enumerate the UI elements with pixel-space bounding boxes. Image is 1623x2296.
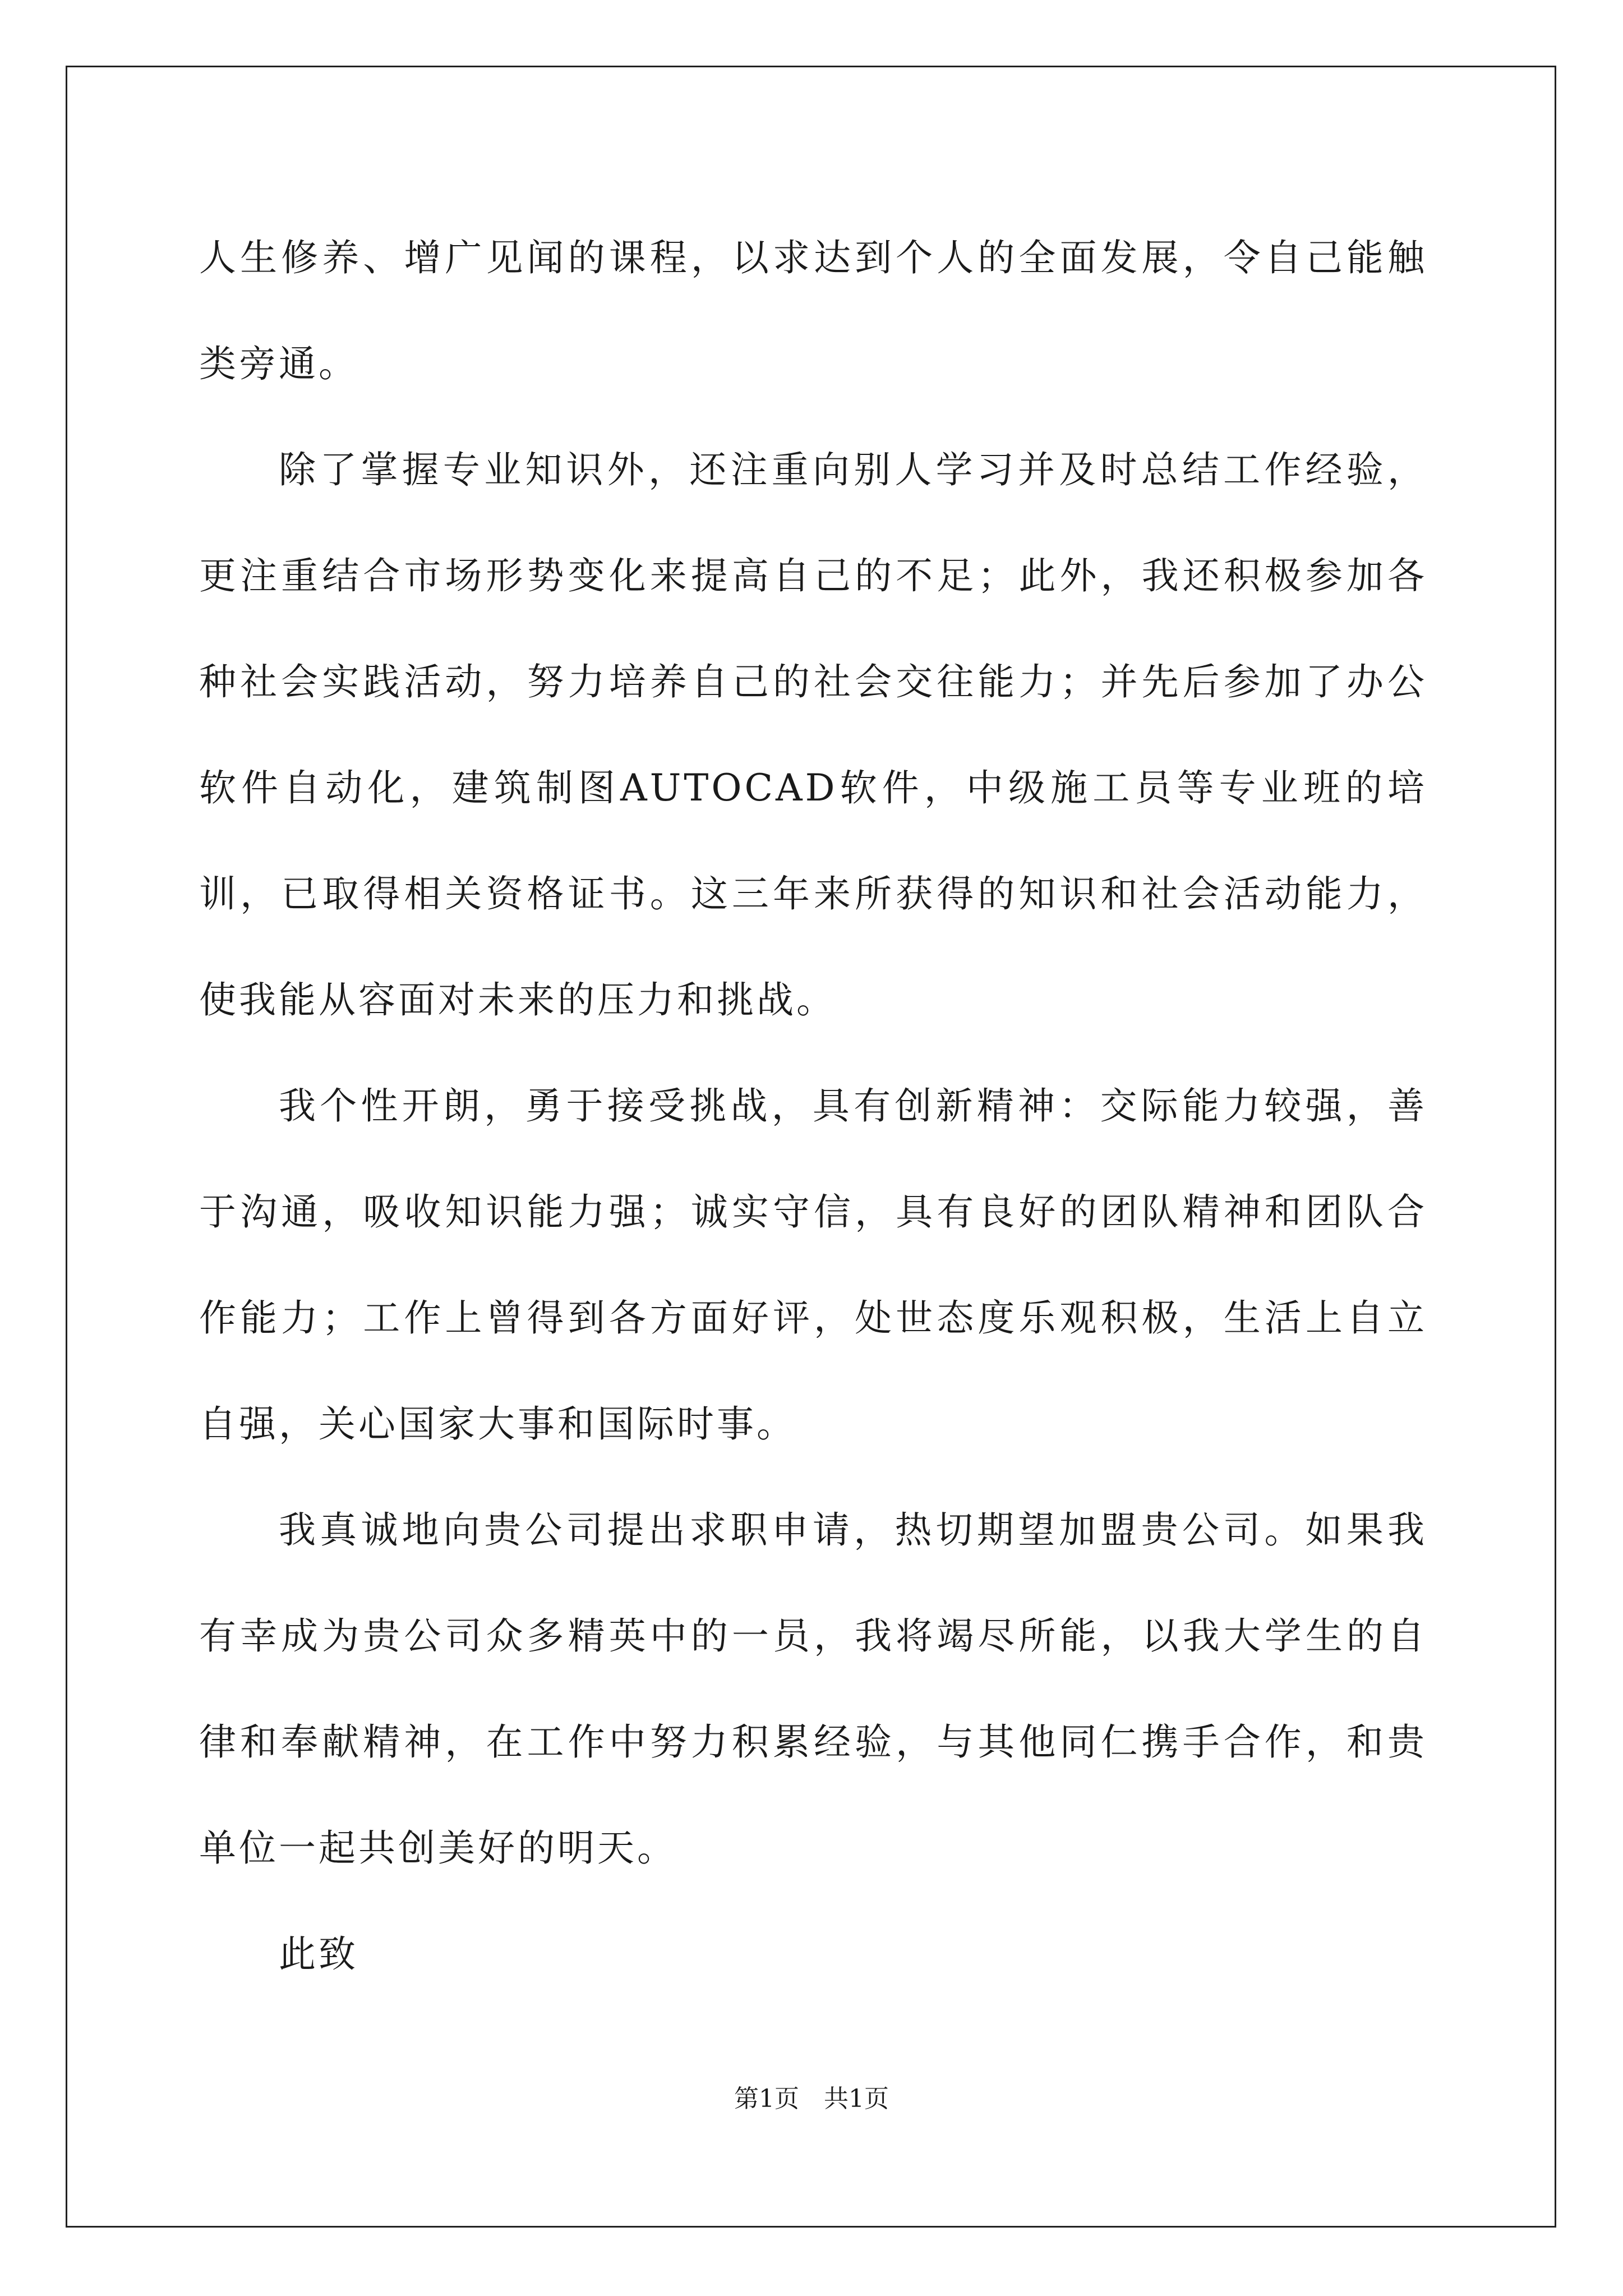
paragraph-2: 除了掌握专业知识外，还注重向别人学习并及时总结工作经验，更注重结合市场形势变化来提高自己的不足；此外，我还积极参加各种社会实践活动，努力培养自己的社会交往能力；并先后参加了办公软件自动化，建筑制图AUTOCAD软件，中级施工员等专业班的培训，已取得相关资格证书。这三年来所获得的知识和社会活动能力，使我能从容面对未来的压力和挑战。	[199, 448, 1427, 1022]
page-number-current: 第1页	[734, 2085, 799, 2113]
closing-salutation: 此致	[279, 1932, 358, 1976]
paragraph-4: 我真诚地向贵公司提出求职申请，热切期望加盟贵公司。如果我有幸成为贵公司众多精英中的一员，我将竭尽所能，以我大学生的自律和奉献精神，在工作中努力积累经验，与其他同仁携手合作，和贵单位一起共创美好的明天。	[199, 1508, 1427, 1870]
document-body	[199, 205, 1427, 2007]
paragraph-3: 我个性开朗，勇于接受挑战，具有创新精神：交际能力较强，善于沟通，吸收知识能力强；诚实守信，具有良好的团队精神和团队合作能力；工作上曾得到各方面好评，处世态度乐观积极，生活上自立自强，关心国家大事和国际时事。	[199, 1084, 1427, 1446]
page-footer	[0, 2082, 1623, 2116]
page-number-total: 共1页	[824, 2085, 889, 2113]
paragraph-1: 人生修养、增广见闻的课程，以求达到个人的全面发展，令自己能触类旁通。	[199, 236, 1427, 385]
